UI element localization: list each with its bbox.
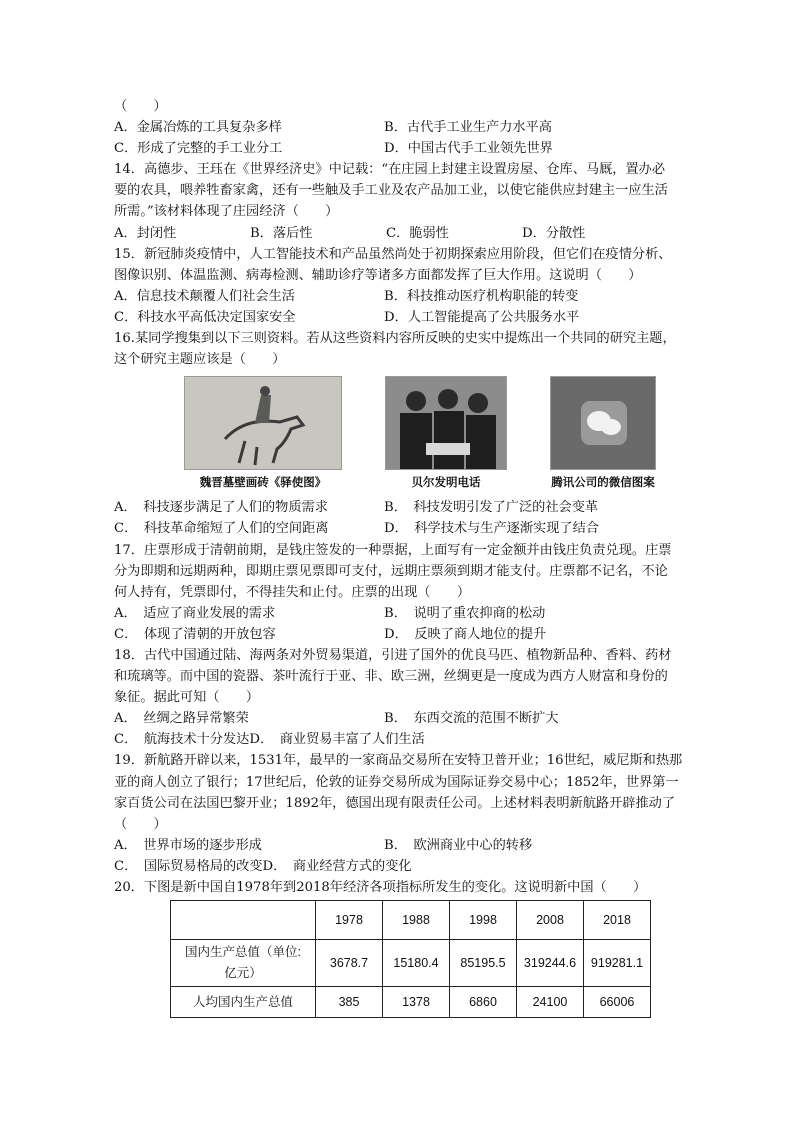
q13-option-a[interactable]: A．金属冶炼的工具复杂多样 bbox=[114, 120, 282, 136]
q17-option-d[interactable]: D． 反映了商人地位的提升 bbox=[384, 626, 547, 642]
q18-option-cd[interactable]: C． 航海技术十分发达D． 商业贸易丰富了人们生活 bbox=[114, 732, 425, 748]
per-capita-1978: 385 bbox=[316, 987, 383, 1018]
q13-option-b[interactable]: B．古代手工业生产力水平高 bbox=[384, 120, 552, 136]
q18-stem-line1: 18．古代中国通过陆、海两条对外贸易渠道，引进了国外的优良马匹、植物新品种、香料、药材 bbox=[114, 647, 672, 663]
per-capita-1998: 6860 bbox=[450, 987, 517, 1018]
q16-option-b[interactable]: B． 科技发明引发了广泛的社会变革 bbox=[384, 500, 599, 516]
q19-stem-line3: 家百货公司在法国巴黎开业；1892年，德国出现有限责任公司。上述材料表明新航路开辟推动了 bbox=[114, 795, 676, 811]
wechat-logo-image bbox=[550, 376, 656, 470]
table-corner-cell bbox=[171, 901, 316, 940]
q13-options bbox=[114, 117, 704, 138]
q15-stem-line2: 图像识别、体温监测、病毒检测、辅助诊疗等诸多方面都发挥了巨大作用。这说明（ ） bbox=[114, 267, 642, 283]
q15-stem-line1: 15．新冠肺炎疫情中，人工智能技术和产品虽然尚处于初期探索应用阶段，但它们在疫情分析、 bbox=[114, 246, 672, 262]
q16-option-d[interactable]: D． 科学技术与生产逐渐实现了结合 bbox=[384, 521, 599, 537]
q14-option-d[interactable]: D．分散性 bbox=[522, 225, 586, 241]
gdp-label-line2: 亿元） bbox=[224, 966, 262, 981]
q15-options-row2 bbox=[114, 307, 704, 328]
q16-caption-1: 魏晋墓壁画砖《驿使图》 bbox=[199, 475, 327, 490]
q20-economic-table bbox=[170, 900, 651, 1018]
q16-picture-wechat bbox=[550, 376, 656, 493]
year-1998: 1998 bbox=[450, 901, 517, 940]
q16-caption-2: 贝尔发明电话 bbox=[411, 475, 481, 490]
q15-option-a[interactable]: A．信息技术颠覆人们社会生活 bbox=[114, 288, 295, 304]
q14-options bbox=[114, 223, 704, 244]
q14-option-c[interactable]: C．脆弱性 bbox=[386, 225, 449, 241]
year-1988: 1988 bbox=[383, 901, 450, 940]
q16-options bbox=[114, 497, 704, 518]
q13-options-row2 bbox=[114, 138, 704, 159]
q16-pictures bbox=[184, 376, 656, 493]
per-capita-1988: 1378 bbox=[383, 987, 450, 1018]
table-row-gdp bbox=[171, 940, 651, 987]
q13-option-d[interactable]: D．中国古代手工业领先世界 bbox=[384, 141, 553, 157]
per-capita-2008: 24100 bbox=[517, 987, 584, 1018]
q18-stem-line3: 象征。据此可知（ ） bbox=[114, 690, 260, 706]
q14-option-b[interactable]: B．落后性 bbox=[250, 225, 313, 241]
q19-stem-line2: 亚的商人创立了银行；17世纪后，伦敦的证券交易所成为国际证券交易中心；1852年，世界第一 bbox=[114, 774, 679, 790]
year-2008: 2008 bbox=[517, 901, 584, 940]
q17-option-b[interactable]: B． 说明了重农抑商的松动 bbox=[384, 605, 546, 621]
q19-option-cd[interactable]: C． 国际贸易格局的改变D． 商业经营方式的变化 bbox=[114, 858, 412, 874]
q17-option-c[interactable]: C． 体现了清朝的开放包容 bbox=[114, 626, 276, 642]
q13-option-c[interactable]: C．形成了完整的手工业分工 bbox=[114, 141, 283, 157]
q18-option-a[interactable]: A． 丝绸之路异常繁荣 bbox=[114, 711, 249, 727]
q15-option-d[interactable]: D．人工智能提高了公共服务水平 bbox=[384, 309, 580, 325]
q17-stem-line2: 分为即期和远期两种，即期庄票见票即可支付，远期庄票须到期才能支付。庄票都不记名，不论 bbox=[114, 563, 668, 579]
year-1978: 1978 bbox=[316, 901, 383, 940]
q18-stem-line2: 和琉璃等。而中国的瓷器、茶叶流行于亚、非、欧三洲，丝绸更是一度成为西方人财富和身份的 bbox=[114, 669, 668, 685]
mural-horse-rider-image bbox=[184, 376, 342, 470]
q18-option-b[interactable]: B． 东西交流的范围不断扩大 bbox=[384, 711, 559, 727]
gdp-1988: 15180.4 bbox=[383, 940, 450, 987]
q14-option-a[interactable]: A．封闭性 bbox=[114, 225, 177, 241]
q19-option-b[interactable]: B． 欧洲商业中心的转移 bbox=[384, 837, 533, 853]
gdp-label-line1: 国内生产总值（单位: bbox=[185, 945, 301, 959]
q16-stem-line2: 这个研究主题应该是（ ） bbox=[114, 352, 286, 368]
bell-telephone-photo bbox=[385, 376, 507, 470]
q14-stem-line2: 要的农具，喂养牲畜家禽，还有一些触及手工业及农产品加工业，以使它能供应封建主一应生活 bbox=[114, 183, 668, 199]
gdp-2008: 319244.6 bbox=[517, 940, 584, 987]
q19-stem-line4: （ ） bbox=[114, 816, 167, 832]
q16-option-a[interactable]: A． 科技逐步满足了人们的物质需求 bbox=[114, 500, 328, 516]
gdp-2018: 919281.1 bbox=[584, 940, 651, 987]
gdp-1978: 3678.7 bbox=[316, 940, 383, 987]
q16-options-row2 bbox=[114, 518, 704, 539]
gdp-1998: 85195.5 bbox=[450, 940, 517, 987]
gdp-label bbox=[171, 940, 316, 987]
q15-options bbox=[114, 286, 704, 307]
q17-option-a[interactable]: A． 适应了商业发展的需求 bbox=[114, 605, 276, 621]
q15-option-b[interactable]: B．科技推动医疗机构职能的转变 bbox=[384, 288, 579, 304]
per-capita-2018: 66006 bbox=[584, 987, 651, 1018]
q15-option-c[interactable]: C．科技水平高低决定国家安全 bbox=[114, 309, 296, 325]
q16-picture-mural bbox=[184, 376, 342, 493]
q16-stem-line1: 16.某同学搜集到以下三则资料。若从这些资料内容所反映的史实中提炼出一个共同的研究主题， bbox=[114, 331, 676, 347]
q17-options-row2 bbox=[114, 624, 704, 645]
q14-stem-line3: 所需。”该材料体现了庄园经济（ ） bbox=[114, 204, 339, 220]
q17-stem-line1: 17．庄票形成于清朝前期，是钱庄签发的一种票据，上面写有一定金额并由钱庄负责兑现。庄票 bbox=[114, 542, 672, 558]
table-row-per-capita bbox=[171, 987, 651, 1018]
q16-picture-bell bbox=[385, 376, 507, 493]
q18-options bbox=[114, 708, 704, 729]
table-header-row bbox=[171, 901, 651, 940]
q13-paren: （ ） bbox=[114, 99, 167, 114]
exam-page bbox=[114, 96, 704, 1018]
q16-option-c[interactable]: C． 科技革命缩短了人们的空间距离 bbox=[114, 521, 329, 537]
q20-stem: 20．下图是新中国自1978年到2018年经济各项指标所发生的变化。这说明新中国（ ） bbox=[114, 880, 647, 895]
year-2018: 2018 bbox=[584, 901, 651, 940]
q17-stem-line3: 何人持有，凭票即付，不得挂失和止付。庄票的出现（ ） bbox=[114, 584, 471, 600]
per-capita-label: 人均国内生产总值 bbox=[171, 987, 316, 1018]
q19-option-a[interactable]: A． 世界市场的逐步形成 bbox=[114, 837, 262, 853]
q16-caption-3: 腾讯公司的微信图案 bbox=[551, 475, 655, 490]
q19-stem-line1: 19．新航路开辟以来，1531年，最早的一家商品交易所在安特卫普开业；16世纪，威尼斯和热那 bbox=[114, 753, 683, 769]
q17-options bbox=[114, 603, 704, 624]
q19-options bbox=[114, 835, 704, 856]
q14-stem-line1: 14．高德步、王珏在《世界经济史》中记载：“在庄园上封建主设置房屋、仓库、马厩，置办必 bbox=[114, 162, 666, 178]
